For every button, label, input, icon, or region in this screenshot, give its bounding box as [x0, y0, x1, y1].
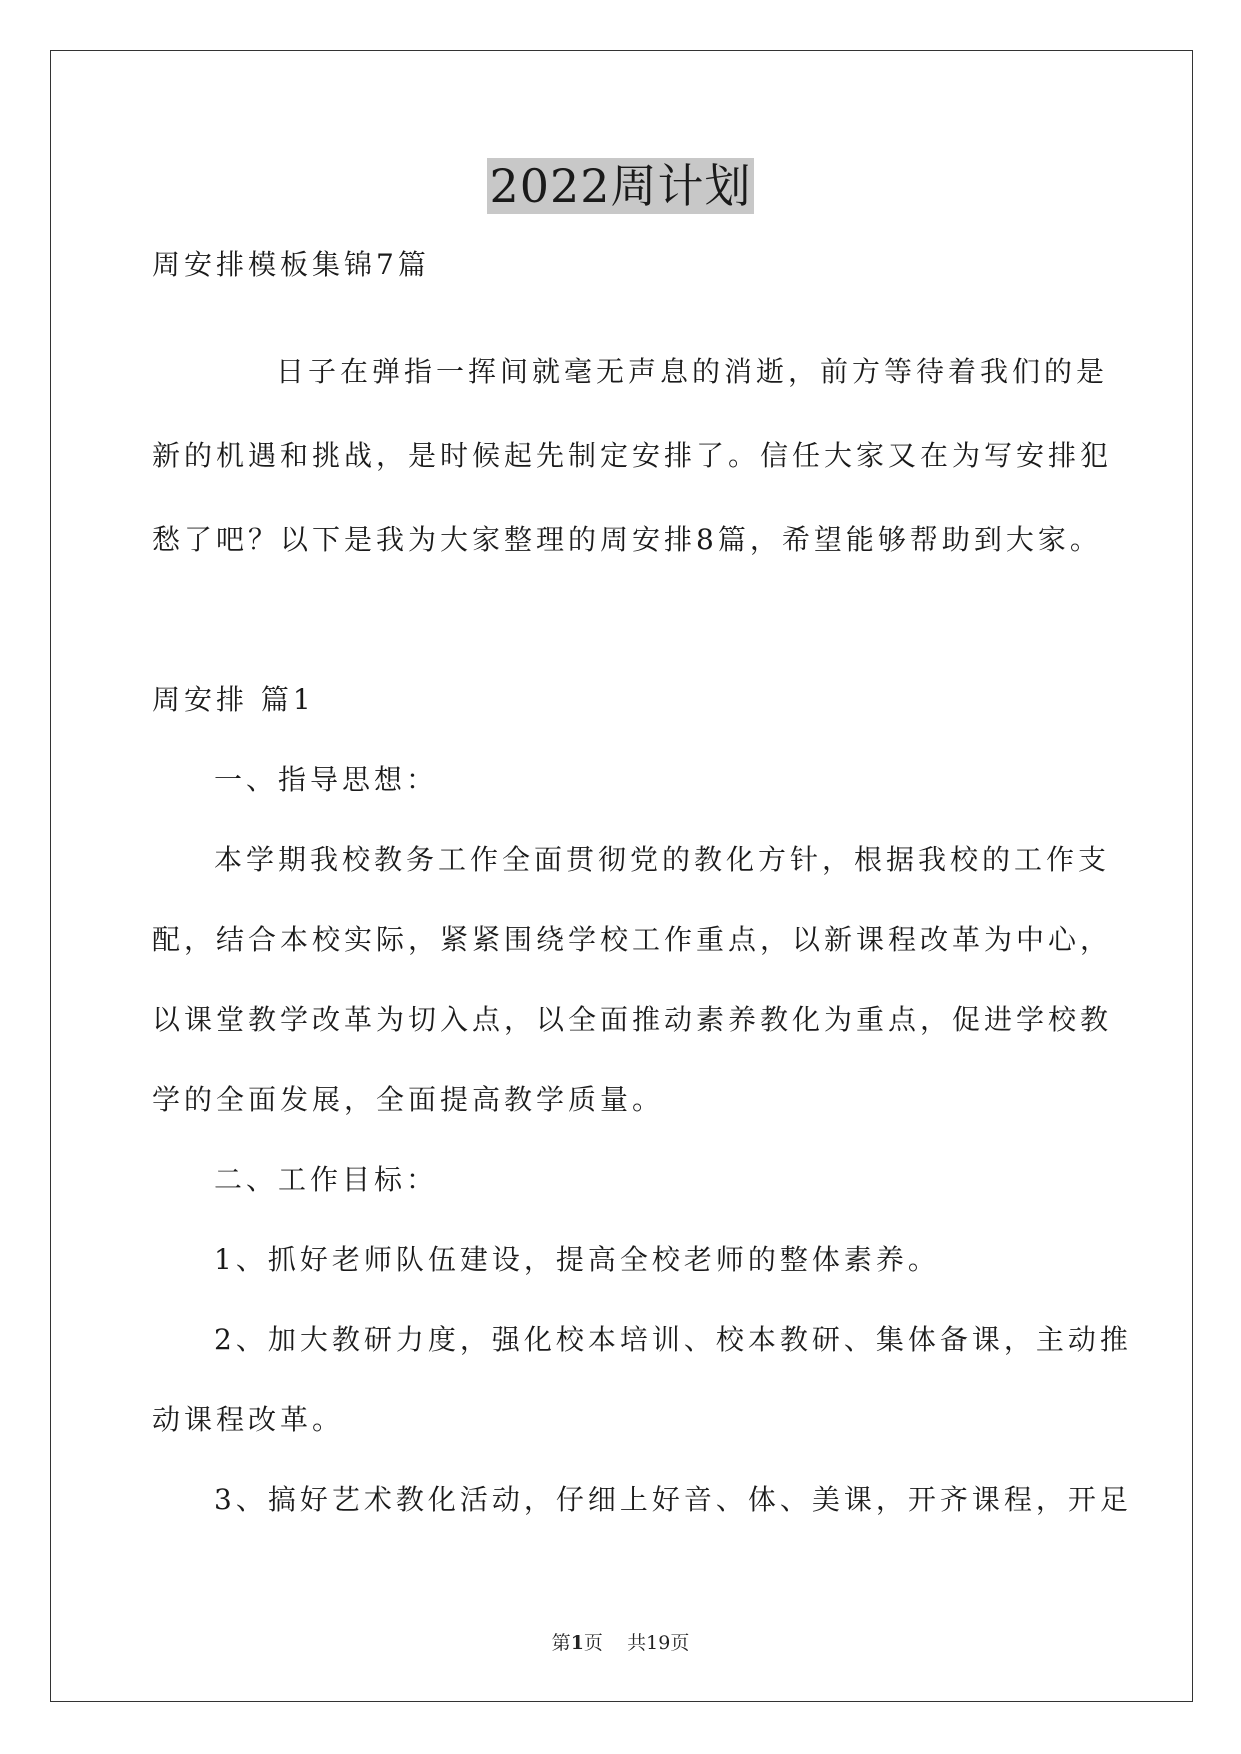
page-footer [0, 1630, 1241, 1656]
goal-item-1: 1、抓好老师队伍建设，提高全校老师的整体素养。 [214, 1243, 940, 1276]
footer-page-number: 1 [570, 1632, 584, 1654]
footer-total-suffix: 页 [670, 1632, 690, 1654]
section-heading: 周安排 篇1 [152, 683, 315, 716]
goal-item-3: 3、搞好艺术教化活动，仔细上好音、体、美课，开齐课程，开足 [214, 1483, 1132, 1516]
guide-line-1: 本学期我校教务工作全面贯彻党的教化方针，根据我校的工作支 [214, 843, 1111, 876]
guide-heading: 一、指导思想： [214, 763, 439, 796]
document-subtitle: 周安排模板集锦7篇 [152, 248, 430, 281]
document-title: 2022周计划 [489, 159, 752, 213]
footer-total-pages: 19 [646, 1632, 671, 1654]
guide-line-3: 以课堂教学改革为切入点，以全面推动素养教化为重点，促进学校教 [152, 1003, 1113, 1036]
goal-item-2-line-1: 2、加大教研力度，强化校本培训、校本教研、集体备课，主动推 [214, 1323, 1132, 1356]
footer-total-prefix: 共 [627, 1632, 647, 1654]
footer-page-prefix: 第 [551, 1632, 571, 1654]
intro-line-3: 愁了吧？以下是我为大家整理的周安排8篇，希望能够帮助到大家。 [152, 523, 1102, 556]
goal-heading: 二、工作目标： [214, 1163, 439, 1196]
goal-item-2-line-2: 动课程改革。 [152, 1403, 345, 1436]
footer-page-suffix: 页 [583, 1632, 603, 1654]
guide-line-2: 配，结合本校实际，紧紧围绕学校工作重点，以新课程改革为中心， [152, 923, 1113, 956]
guide-line-4: 学的全面发展，全面提高教学质量。 [152, 1083, 665, 1116]
title-block [0, 158, 1241, 214]
intro-line-1: 日子在弹指一挥间就毫无声息的消逝，前方等待着我们的是 [276, 355, 1109, 388]
intro-line-2: 新的机遇和挑战，是时候起先制定安排了。信任大家又在为写安排犯 [152, 439, 1113, 472]
